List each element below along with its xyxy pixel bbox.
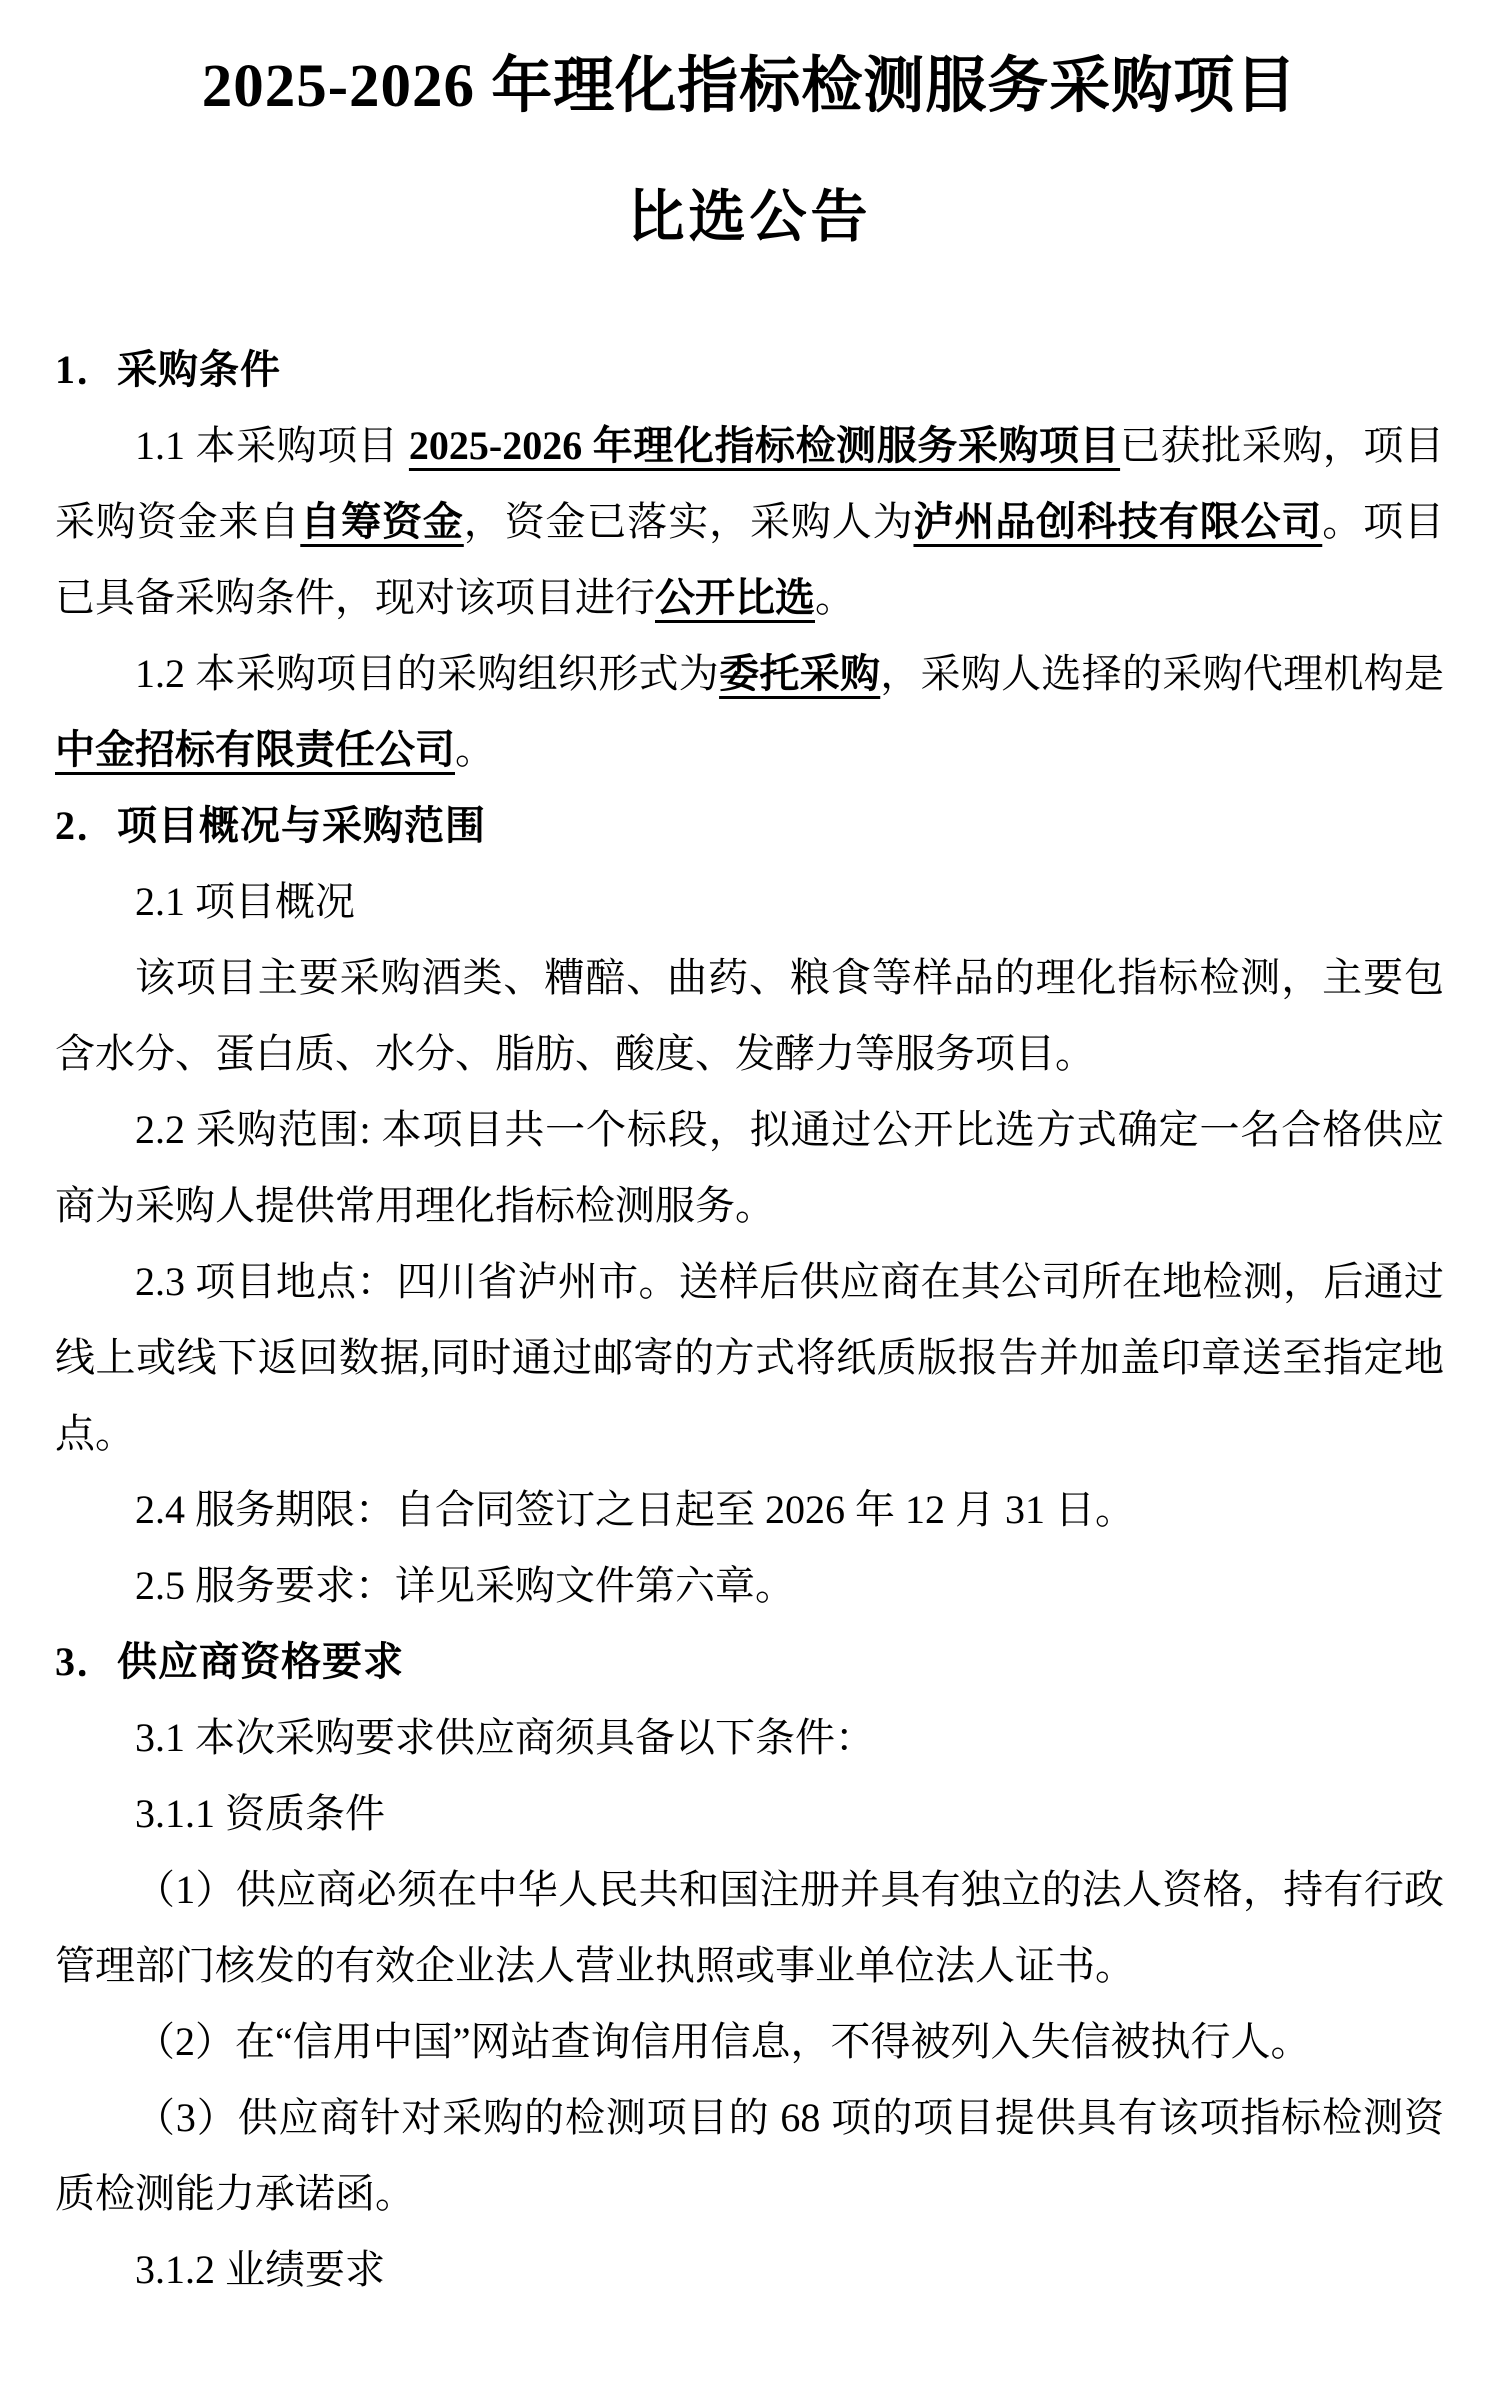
paragraph bbox=[55, 864, 1444, 940]
text-run: ，资金已落实，采购人为 bbox=[463, 499, 914, 544]
document-subtitle: 比选公告 bbox=[627, 186, 872, 249]
document-body bbox=[55, 332, 1444, 2308]
paragraph bbox=[55, 1244, 1444, 1472]
paragraph bbox=[55, 1776, 1444, 1852]
text-run: 已获批采购，项目采购资金来自 bbox=[55, 423, 1444, 544]
emphasized-text: 中金招标有限责任公司 bbox=[55, 727, 455, 772]
emphasized-text: 2025-2026 年理化指标检测服务采购项目 bbox=[408, 423, 1121, 468]
text-run: 2.4 服务期限：自合同签订之日起至 2026 年 12 月 31 日。 bbox=[135, 1487, 1135, 1532]
emphasized-text: 自筹资金 bbox=[300, 499, 464, 544]
paragraph bbox=[55, 940, 1444, 1092]
paragraph bbox=[55, 1548, 1444, 1624]
paragraph bbox=[55, 408, 1444, 636]
text-run: ，采购人选择的采购代理机构是 bbox=[880, 651, 1445, 696]
text-run: 2.1 项目概况 bbox=[135, 879, 355, 924]
section-heading bbox=[55, 1624, 1444, 1700]
text-run: 。 bbox=[815, 575, 855, 620]
paragraph bbox=[55, 636, 1444, 788]
paragraph bbox=[55, 1472, 1444, 1548]
text-run: （2）在“信用中国”网站查询信用信息，不得被列入失信被执行人。 bbox=[135, 2019, 1311, 2064]
text-run: 2.3 项目地点：四川省泸州市。送样后供应商在其公司所在地检测，后通过线上或线下返回数据,同时通过邮寄的方式将纸质版报告并加盖印章送至指定地点。 bbox=[55, 1259, 1444, 1456]
section-heading bbox=[55, 788, 1444, 864]
paragraph bbox=[55, 2080, 1444, 2232]
emphasized-text: 委托采购 bbox=[719, 651, 881, 696]
text-run: 1.2 本采购项目的采购组织形式为 bbox=[135, 651, 720, 696]
paragraph bbox=[55, 1852, 1444, 2004]
text-run: 1.1 本采购项目 bbox=[135, 423, 409, 468]
emphasized-text: 公开比选 bbox=[655, 575, 815, 620]
text-run: 2．项目概况与采购范围 bbox=[55, 803, 486, 848]
text-run: 。 bbox=[455, 727, 495, 772]
text-run: 1．采购条件 bbox=[55, 347, 281, 392]
paragraph bbox=[55, 1700, 1444, 1776]
section-heading bbox=[55, 332, 1444, 408]
text-run: 3.1.1 资质条件 bbox=[135, 1791, 385, 1836]
text-run: 2.2 采购范围: 本项目共一个标段，拟通过公开比选方式确定一名合格供应商为采购人提供常用理化指标检测服务。 bbox=[55, 1107, 1444, 1228]
text-run: 该项目主要采购酒类、糟醅、曲药、粮食等样品的理化指标检测，主要包含水分、蛋白质、水分、脂肪、酸度、发酵力等服务项目。 bbox=[55, 955, 1444, 1076]
text-run: （1）供应商必须在中华人民共和国注册并具有独立的法人资格，持有行政管理部门核发的有效企业法人营业执照或事业单位法人证书。 bbox=[55, 1867, 1444, 1988]
paragraph bbox=[55, 1092, 1444, 1244]
paragraph bbox=[55, 2232, 1444, 2308]
text-run: 3.1.2 业绩要求 bbox=[135, 2247, 385, 2292]
emphasized-text: 泸州品创科技有限公司 bbox=[913, 499, 1323, 544]
text-run: 3．供应商资格要求 bbox=[55, 1639, 404, 1684]
document-title: 2025-2026 年理化指标检测服务采购项目 bbox=[201, 53, 1298, 120]
paragraph bbox=[55, 2004, 1444, 2080]
text-run: 3.1 本次采购要求供应商须具备以下条件： bbox=[135, 1715, 875, 1760]
text-run: 2.5 服务要求：详见采购文件第六章。 bbox=[135, 1563, 795, 1608]
text-run: （3）供应商针对采购的检测项目的 68 项的项目提供具有该项指标检测资质检测能力承诺函。 bbox=[55, 2095, 1444, 2216]
text-run: 。项目已具备采购条件，现对该项目进行 bbox=[55, 499, 1445, 620]
